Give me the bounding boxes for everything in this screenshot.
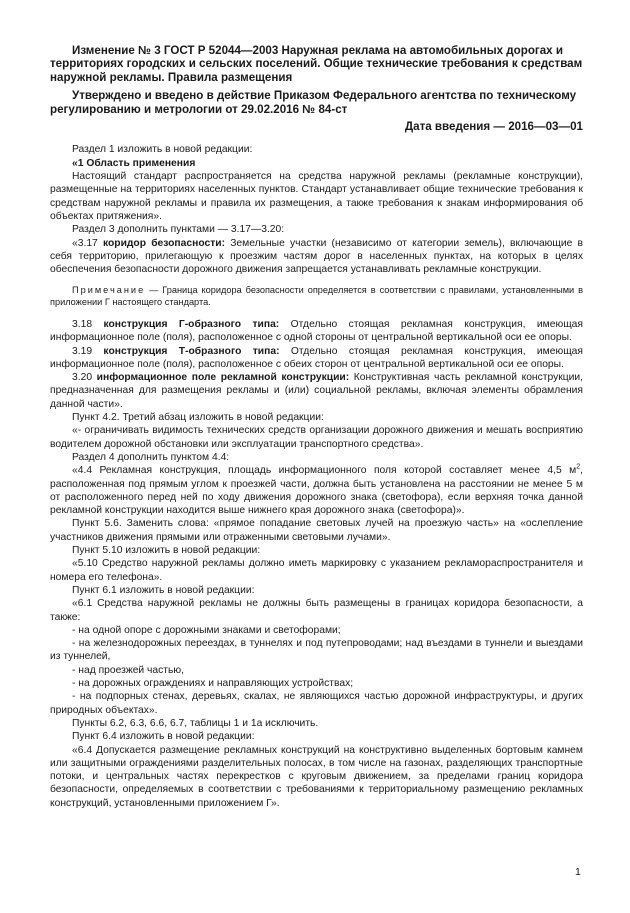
- list-item: - над проезжей частью,: [72, 664, 184, 676]
- superscript: 2: [576, 463, 581, 471]
- effective-date: Дата введения — 2016—03—01: [404, 120, 583, 134]
- definition-3-20: [50, 371, 583, 411]
- list-item: - на железнодорожных переездах, в туннелях и под путепроводами; над въездами в туннели и выездами из туннелей,: [50, 638, 583, 663]
- paragraph: Пункт 5.10 изложить в новой редакции:: [72, 545, 261, 557]
- clause-number: «3.17: [72, 237, 103, 249]
- definition-3-19: [50, 345, 583, 372]
- term: коридор безопасности:: [102, 237, 226, 249]
- paragraph: «6.4 Допускается размещение рекламных конструкций на конструктивно выделенных бортовым камнем или защитными ограждениями разделительных полосах, в том числе на газонах, разделяющих транспортные потоки, и центральных частях перекрестков с круговым движением, за пределами границ коридора безопасности, определяемых в соответствии с требованиями к территориальному размещению рекламных конструкций, установленными приложением Г».: [50, 744, 583, 809]
- list-item: - на одной опоре с дорожными знаками и светофорами;: [72, 624, 341, 636]
- clause-4-4: [50, 464, 583, 517]
- note-text: — Граница коридора безопасности определяется в соответствии с правилами, установленными в приложении Г настоящего стандарта.: [50, 285, 583, 308]
- paragraph: Пункт 6.1 изложить в новой редакции:: [72, 584, 255, 596]
- definition-text: Отдельно стоящая рекламная конструкция, имеющая информационное поле (поля), расположенное с одной стороны от центральной вертикальной оси ее опоры.: [50, 319, 583, 344]
- definition-text: Отдельно стоящая рекламная конструкция, имеющая информационное поле (поля), расположенное с обеих сторон от центральной вертикальной оси ее опоры.: [50, 345, 583, 370]
- section-heading: «1 Область применения: [72, 157, 196, 169]
- clause-number: 3.18: [72, 319, 104, 330]
- list-item: - на подпорных стенах, деревьях, скалах, не являющихся частью дорожной инфраструктуры, и других природных объектах».: [50, 691, 583, 716]
- paragraph: Пункт 5.6. Заменить слова: «прямое попадание световых лучей на проезжую часть» на «ослепление участников движения прямыми или отраженными световыми лучами».: [50, 518, 583, 543]
- term: конструкция Г-образного типа:: [103, 319, 280, 330]
- term: конструкция Т-образного типа:: [103, 345, 280, 357]
- document-title: Изменение № 3 ГОСТ Р 52044—2003 Наружная реклама на автомобильных дорогах и территориях городских и сельских поселений. Общие технические требования к средствам наружной рекламы. Правила размещения: [50, 44, 583, 84]
- definition-text: Земельные участки (независимо от категории земель), включающие в себя территорию, прилегающую к проезжим частям дорог в населенных пунктах, на которых в целях обеспечения безопасности дорожного движения запрещается устанавливать рекламные конструкции.: [50, 237, 583, 276]
- paragraph: Раздел 3 дополнить пунктами — 3.17—3.20:: [72, 224, 285, 236]
- paragraph: «6.1 Средства наружной рекламы не должны быть размещены в границах коридора безопасности, а также:: [50, 598, 583, 623]
- clause-number: 3.20: [72, 372, 97, 384]
- paragraph: Раздел 4 дополнить пунктом 4.4:: [72, 451, 230, 463]
- clause-text-start: «4.4 Рекламная конструкция, площадь информационного поля которой составляет менее 4,5 м: [72, 465, 577, 477]
- paragraph: Пункт 4.2. Третий абзац изложить в новой редакции:: [72, 412, 324, 424]
- paragraph: Раздел 1 изложить в новой редакции:: [72, 144, 253, 156]
- definition-text: Конструктивная часть рекламной конструкции, предназначенная для размещения рекламы и (или) социальной рекламы, включая элементы обрамления данной части».: [50, 372, 584, 410]
- paragraph: Пункты 6.2, 6.3, 6.6, 6.7, таблицы 1 и 1а исключить.: [72, 717, 319, 729]
- paragraph: «- ограничивать видимость технических средств организации дорожного движения и мешать восприятию водителем дорожной обстановки или эксплуатации транспортного средства».: [50, 425, 583, 450]
- clause-number: 3.19: [72, 345, 104, 357]
- paragraph: Настоящий стандарт распространяется на средства наружной рекламы (рекламные конструкции), размещенные на территориях населенных пунктов. Стандарт устанавливает общие технические требования к средствам наружной рекламы и правила их размещения, а также требования к знакам информирования об объектах притяжения».: [50, 171, 583, 222]
- note-label: Примечание: [72, 285, 146, 296]
- document-body: [50, 143, 583, 810]
- page-number: 1: [575, 866, 581, 878]
- note: [50, 285, 583, 309]
- document-content: [50, 44, 583, 810]
- definition-3-18: [50, 318, 583, 345]
- paragraph: Пункт 6.4 изложить в новой редакции:: [72, 731, 255, 743]
- paragraph: «5.10 Средство наружной рекламы должно иметь маркировку с указанием рекламораспространителя и номера его телефона».: [50, 558, 583, 583]
- approval-statement: Утверждено и введено в действие Приказом Федерального агентства по техническому регулированию и метрологии от 29.02.2016 № 84-ст: [50, 89, 577, 116]
- definition-3-17: [50, 237, 583, 277]
- list-item: - на дорожных ограждениях и направляющих устройствах;: [72, 678, 354, 690]
- clause-text-end: , расположенная под прямым углом к проезжей части, должна быть установлена на расстоянии не менее 5 м от расположенного перед ней по ходу движения дорожного знака (светофора), если верхняя точка данной рекламной конструкции находится выше нижнего края дорожного знака (светофора)».: [50, 465, 583, 517]
- term: информационное поле рекламной конструкции:: [96, 372, 350, 384]
